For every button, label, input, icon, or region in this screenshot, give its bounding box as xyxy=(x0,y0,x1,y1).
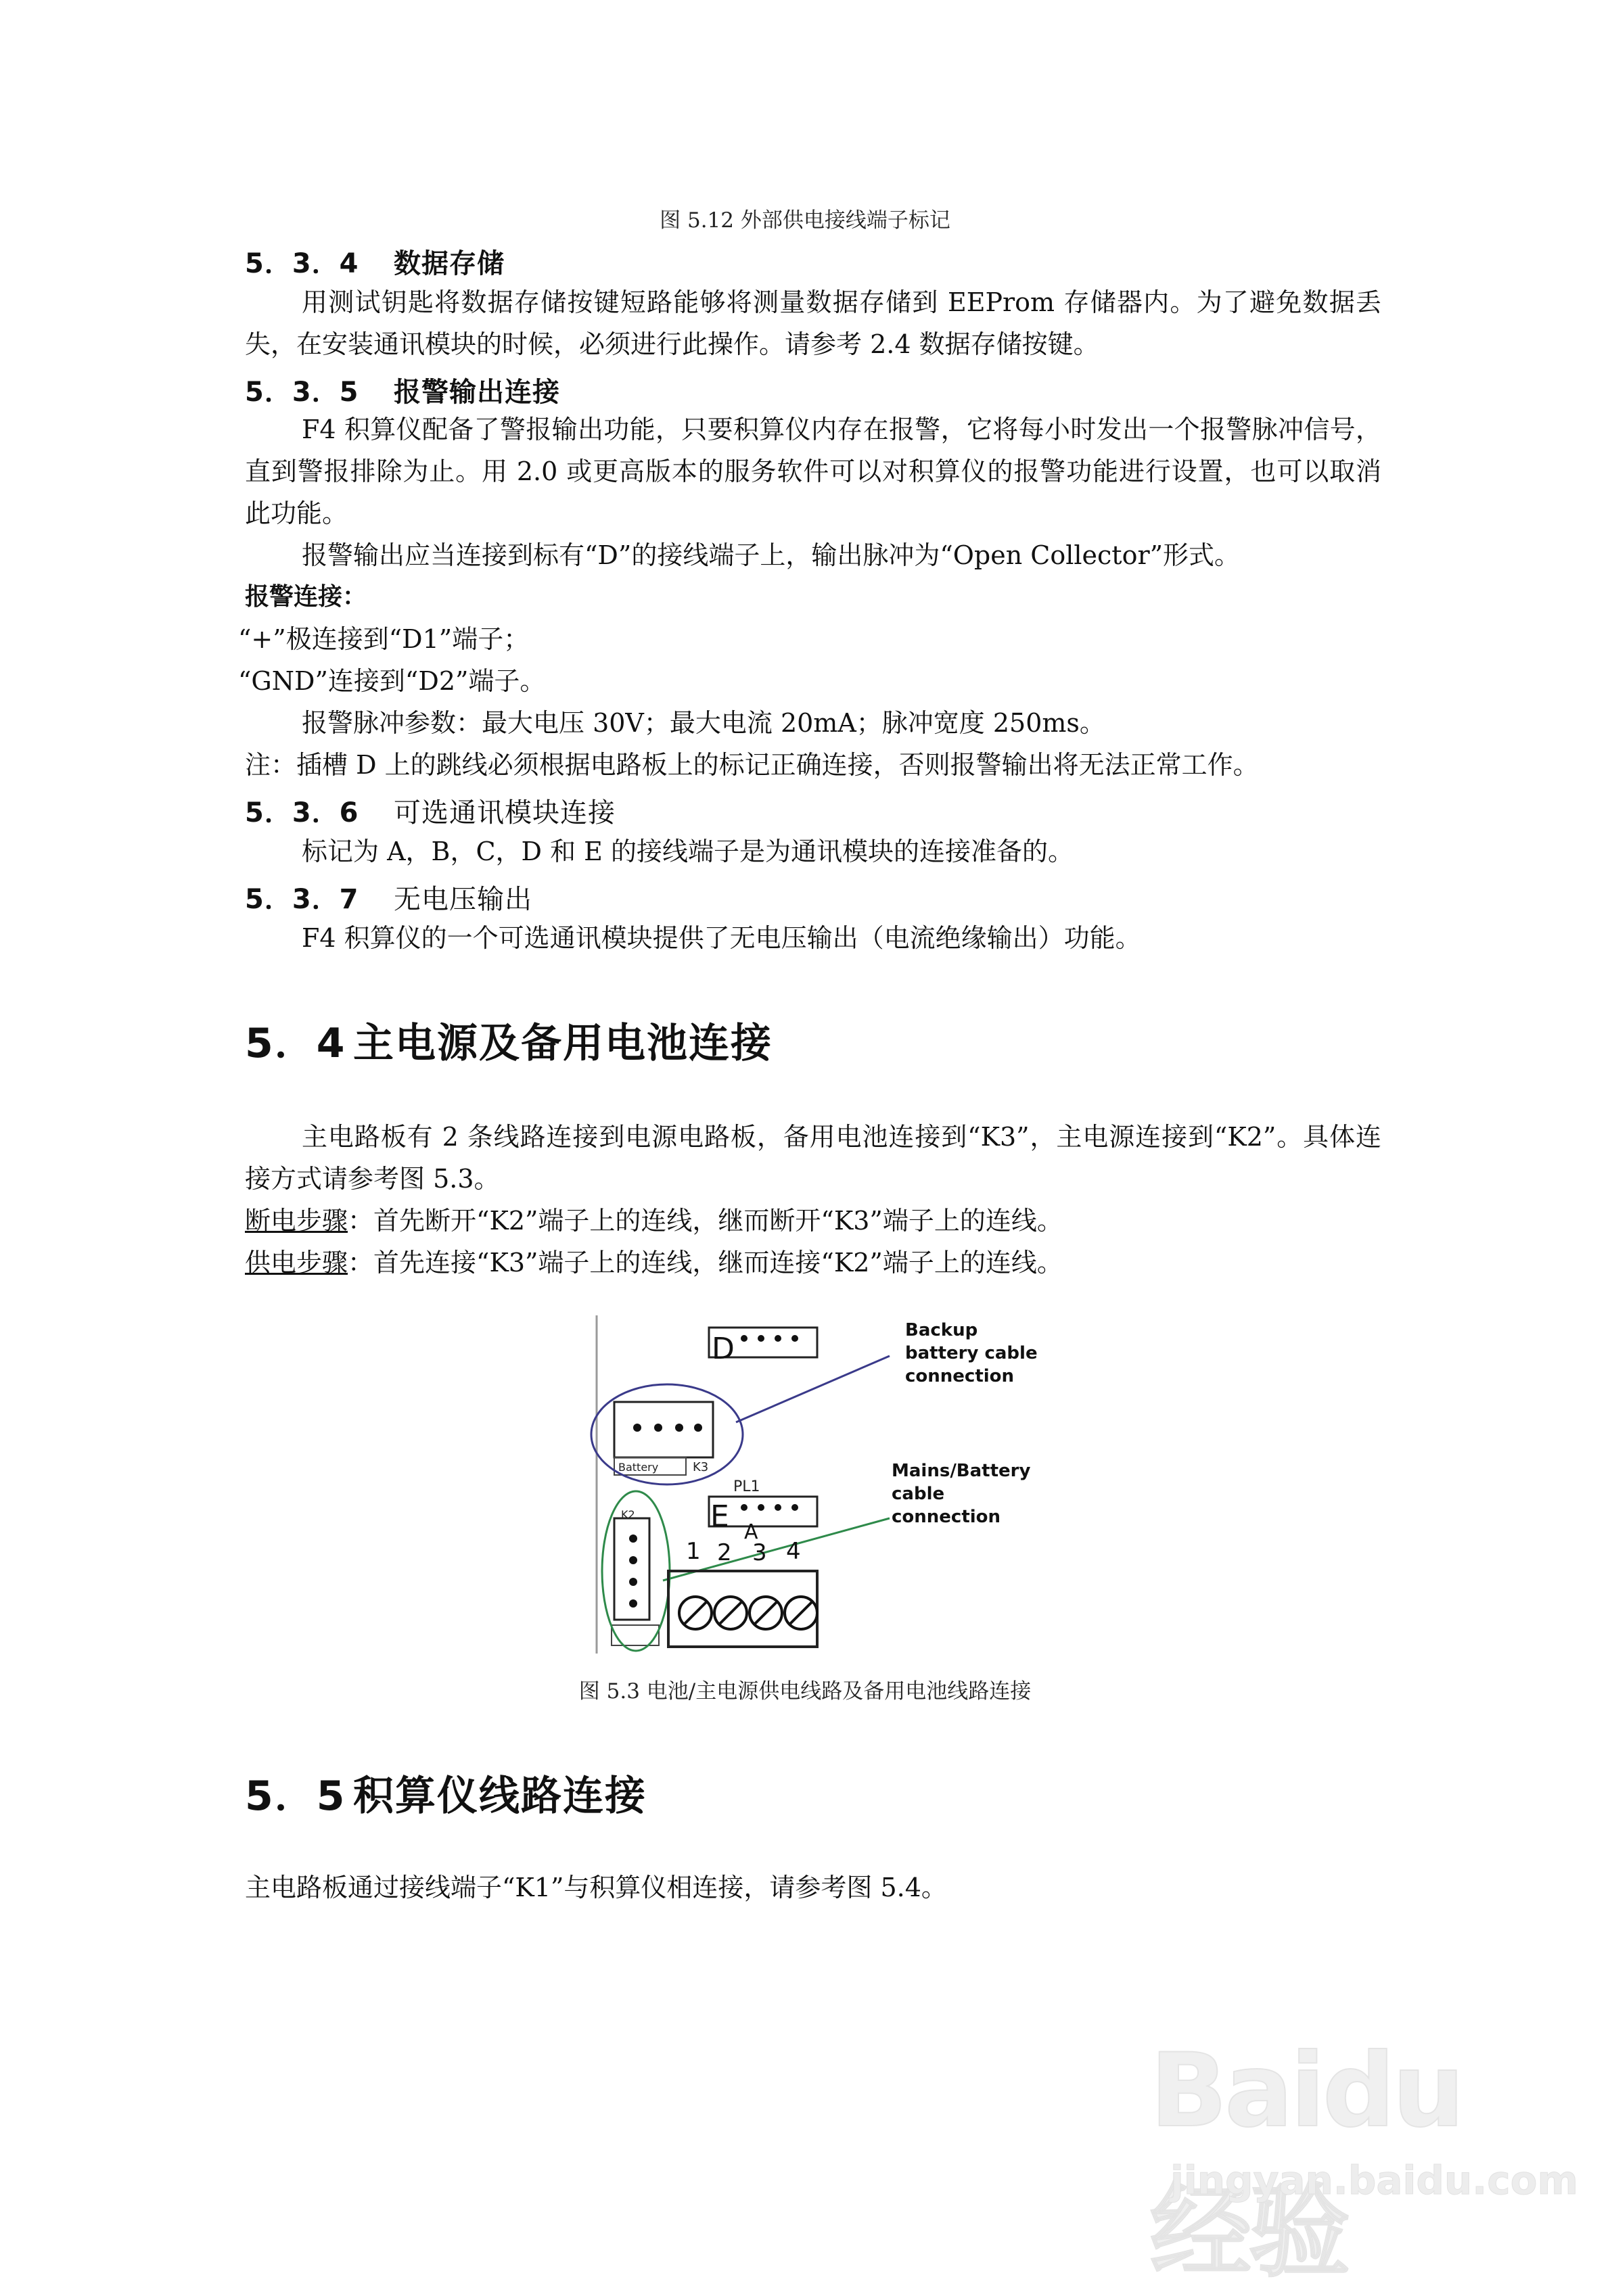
heading-title: 无电压输出 xyxy=(394,884,532,915)
figure-caption-5-12: 图 5.12 外部供电接线端子标记 xyxy=(660,208,950,233)
heading-title: 积算仪线路连接 xyxy=(353,1773,647,1820)
power-off-text: ：首先断开“K2”端子上的连线，继而断开“K3”端子上的连线。 xyxy=(348,1206,1063,1236)
heading-number: 5．3．6 xyxy=(245,797,359,828)
figure-power-connection-diagram xyxy=(582,1315,1076,1654)
backup-pointer-line xyxy=(736,1356,890,1422)
paragraph-power-connection: 主电路板有 2 条线路连接到电源电路板，备用电池连接到“K3”，主电源连接到“K2”。具体连接方式请参考图 5.3。 xyxy=(245,1122,1381,1194)
paragraph-comm-module: 标记为 A，B，C，D 和 E 的接线端子是为通讯模块的连接准备的。 xyxy=(302,837,1074,866)
alarm-connection-label: 报警连接： xyxy=(245,583,367,611)
heading-title: 主电源及备用电池连接 xyxy=(353,1020,773,1067)
heading-5-3-7 xyxy=(245,878,532,916)
power-on-text: ：首先连接“K3”端子上的连线，继而连接“K2”端子上的连线。 xyxy=(348,1248,1063,1278)
baidu-watermark xyxy=(1150,2032,1578,2291)
power-off-label: 断电步骤 xyxy=(245,1206,348,1236)
figure-caption-5-3: 图 5.3 电池/主电源供电线路及备用电池线路连接 xyxy=(578,1679,1032,1704)
terminal-block xyxy=(668,1571,817,1647)
watermark-url: jingyan.baidu.com xyxy=(1170,2157,1578,2203)
paragraph-alarm-terminal: 报警输出应当连接到标有“D”的接线端子上，输出脉冲为“Open Collector”形式。 xyxy=(302,540,1241,570)
heading-5-4 xyxy=(245,1011,773,1069)
connector-d-label: D xyxy=(712,1332,735,1366)
alarm-note: 注：插槽 D 上的跳线必须根据电路板上的标记正确连接，否则报警输出将无法正常工作。 xyxy=(245,750,1259,780)
heading-number: 5．5 xyxy=(245,1773,346,1820)
heading-5-3-6 xyxy=(245,791,616,830)
connector-e-label: E xyxy=(710,1499,729,1534)
mains-label-line-2: cable xyxy=(892,1484,945,1504)
alarm-plus-line: “+”极连接到“D1”端子； xyxy=(238,624,530,654)
alarm-pulse-params: 报警脉冲参数：最大电压 30V；最大电流 20mA；脉冲宽度 250ms。 xyxy=(302,708,1105,738)
mains-highlight-ellipse xyxy=(602,1491,670,1651)
heading-title: 可选通讯模块连接 xyxy=(394,797,616,828)
terminal-4-label: 4 xyxy=(786,1538,801,1565)
heading-5-3-4 xyxy=(245,242,505,281)
backup-label-group xyxy=(905,1320,1038,1386)
connector-e-pins xyxy=(741,1504,798,1511)
backup-label-line-3: connection xyxy=(905,1366,1015,1386)
paragraph-calculator-connection: 主电路板通过接线端子“K1”与积算仪相连接，请参考图 5.4。 xyxy=(245,1873,947,1902)
mains-label-line-1: Mains/Battery xyxy=(892,1461,1031,1481)
power-on-steps xyxy=(245,1242,1381,1284)
terminal-2-label: 2 xyxy=(717,1539,732,1566)
battery-label: Battery xyxy=(618,1461,659,1474)
heading-number: 5．4 xyxy=(245,1020,346,1067)
terminal-a-label: A xyxy=(744,1520,758,1544)
heading-title: 报警输出连接 xyxy=(394,377,560,408)
heading-number: 5．3．4 xyxy=(245,248,359,279)
terminal-screws xyxy=(679,1597,817,1629)
k2-pins xyxy=(629,1534,637,1608)
alarm-gnd-line: “GND”连接到“D2”端子。 xyxy=(238,666,546,696)
power-off-steps xyxy=(245,1200,1381,1242)
watermark-brand: Baidu经验 xyxy=(1150,2032,1463,2291)
terminal-3-label: 3 xyxy=(752,1539,767,1566)
backup-label-line-2: battery cable xyxy=(905,1343,1038,1363)
k3-pins xyxy=(633,1424,702,1432)
paragraph-alarm-output: F4 积算仪配备了警报输出功能，只要积算仪内存在报警，它将每小时发出一个报警脉冲信号，直到警报排除为止。用 2.0 或更高版本的服务软件可以对积算仪的报警功能进行设置，也可以取消此功能。 xyxy=(245,415,1381,528)
power-on-label: 供电步骤 xyxy=(245,1248,348,1278)
backup-label-line-1: Backup xyxy=(905,1320,978,1340)
heading-title: 数据存储 xyxy=(394,248,505,279)
terminal-1-label: 1 xyxy=(686,1538,701,1565)
heading-5-3-5 xyxy=(245,371,560,409)
heading-number: 5．3．5 xyxy=(245,377,359,408)
paragraph-voltage-free: F4 积算仪的一个可选通讯模块提供了无电压输出（电流绝缘输出）功能。 xyxy=(302,923,1141,953)
heading-number: 5．3．7 xyxy=(245,884,359,915)
heading-5-5 xyxy=(245,1764,647,1822)
k3-label: K3 xyxy=(693,1460,709,1474)
k2-label: K2 xyxy=(621,1508,635,1521)
mains-label-group xyxy=(892,1461,1030,1527)
mains-label-line-3: connection xyxy=(892,1507,1001,1527)
connector-d-pins xyxy=(741,1335,798,1342)
paragraph-data-storage: 用测试钥匙将数据存储按键短路能够将测量数据存储到 EEProm 存储器内。为了避免数据丢失，在安装通讯模块的时候，必须进行此操作。请参考 2.4 数据存储按键。 xyxy=(245,287,1381,359)
pl1-label: PL1 xyxy=(733,1478,760,1495)
